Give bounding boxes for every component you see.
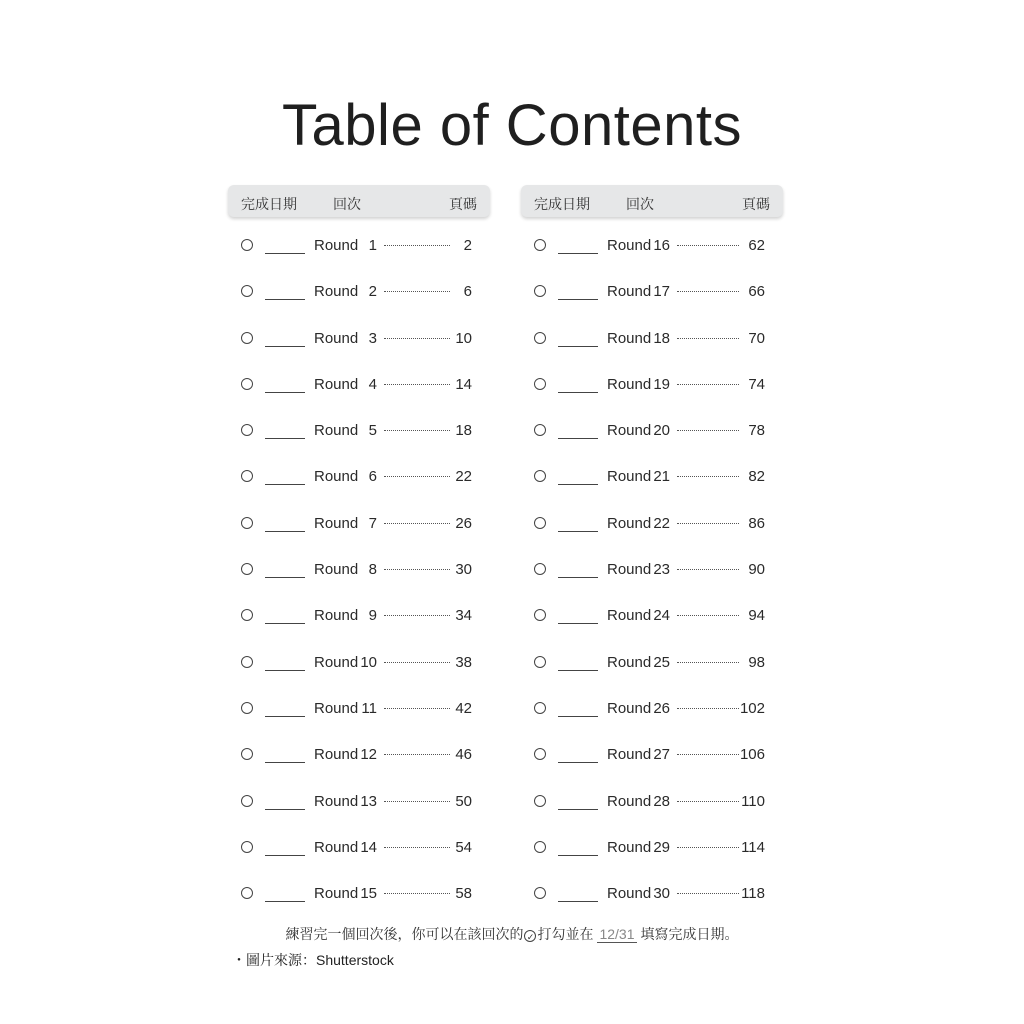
round-number: 21 <box>653 468 670 486</box>
page-number: 78 <box>748 422 765 440</box>
round-number: 3 <box>368 329 377 347</box>
toc-row <box>521 402 783 448</box>
instruction-part-3: 填寫完成日期。 <box>640 926 739 942</box>
toc-row <box>521 587 783 633</box>
round-number: 13 <box>360 792 377 810</box>
toc-row <box>521 495 783 541</box>
date-blank-line[interactable] <box>265 438 305 439</box>
round-label: Round <box>314 468 359 486</box>
round-label: Round <box>314 699 359 717</box>
header-round-label: 回次 <box>333 196 361 212</box>
date-blank-line[interactable] <box>558 855 598 856</box>
round-label: Round <box>607 375 652 393</box>
dotted-leader <box>384 754 450 755</box>
page-title: Table of Contents <box>282 93 742 158</box>
toc-row <box>228 495 490 541</box>
round-label: Round <box>314 375 359 393</box>
dotted-leader <box>677 893 739 894</box>
round-number: 20 <box>653 422 670 440</box>
header-date-label: 完成日期 <box>534 196 590 212</box>
round-number: 22 <box>653 514 670 532</box>
dotted-leader <box>384 893 450 894</box>
toc-rows-right <box>521 217 783 911</box>
page-number: 18 <box>455 422 472 440</box>
toc-row <box>521 773 783 819</box>
round-label: Round <box>314 653 359 671</box>
round-number: 17 <box>653 283 670 301</box>
round-number: 14 <box>360 838 377 856</box>
completion-checkbox[interactable] <box>534 332 546 344</box>
round-number: 5 <box>368 422 377 440</box>
toc-column-right <box>521 185 783 911</box>
toc-row <box>521 865 783 911</box>
toc-row <box>521 356 783 402</box>
dotted-leader <box>384 245 450 246</box>
toc-row <box>521 541 783 587</box>
header-page-label: 頁碼 <box>449 196 477 212</box>
round-label: Round <box>607 283 652 301</box>
toc-row <box>521 263 783 309</box>
dotted-leader <box>384 708 450 709</box>
page-number: 74 <box>748 375 765 393</box>
round-label: Round <box>314 514 359 532</box>
dotted-leader <box>677 291 739 292</box>
page-number: 14 <box>455 375 472 393</box>
dotted-leader <box>677 847 739 848</box>
round-number: 1 <box>368 237 377 254</box>
page-number: 34 <box>455 607 472 625</box>
round-label: Round <box>607 329 652 347</box>
toc-row <box>228 217 490 263</box>
toc-row <box>521 726 783 772</box>
header-round-label: 回次 <box>626 196 654 212</box>
dotted-leader <box>677 476 739 477</box>
round-label: Round <box>607 885 652 903</box>
page-number: 114 <box>741 838 765 856</box>
round-label: Round <box>607 792 652 810</box>
round-number: 30 <box>653 885 670 903</box>
toc-row <box>228 541 490 587</box>
completion-checkbox[interactable] <box>241 656 253 668</box>
round-label: Round <box>607 699 652 717</box>
dotted-leader <box>677 245 739 246</box>
toc-row <box>521 680 783 726</box>
round-number: 18 <box>653 329 670 347</box>
round-label: Round <box>607 561 652 579</box>
toc-row <box>228 819 490 865</box>
completion-checkbox[interactable] <box>241 470 253 482</box>
completion-checkbox[interactable] <box>534 748 546 760</box>
toc-row <box>228 587 490 633</box>
page-number: 6 <box>463 283 472 301</box>
round-number: 28 <box>653 792 670 810</box>
date-blank-line[interactable] <box>558 716 598 717</box>
date-blank-line[interactable] <box>265 809 305 810</box>
round-number: 2 <box>368 283 377 301</box>
date-blank-line[interactable] <box>558 901 598 902</box>
toc-row <box>228 726 490 772</box>
toc-row <box>228 773 490 819</box>
date-blank-line[interactable] <box>265 531 305 532</box>
dotted-leader <box>677 615 739 616</box>
dotted-leader <box>384 847 450 848</box>
dotted-leader <box>384 476 450 477</box>
date-blank-line[interactable] <box>265 762 305 763</box>
round-label: Round <box>607 514 652 532</box>
toc-row <box>228 865 490 911</box>
round-number: 15 <box>360 885 377 903</box>
round-label: Round <box>607 237 652 254</box>
page-number: 110 <box>741 792 765 810</box>
page-number: 70 <box>748 329 765 347</box>
dotted-leader <box>677 569 739 570</box>
round-label: Round <box>314 329 359 347</box>
round-number: 9 <box>368 607 377 625</box>
round-number: 19 <box>653 375 670 393</box>
date-blank-line[interactable] <box>558 623 598 624</box>
date-blank-line[interactable] <box>558 531 598 532</box>
dotted-leader <box>384 615 450 616</box>
instruction-part-1: 練習完一個回次後，你可以在該回次的 <box>285 926 524 942</box>
date-blank-line[interactable] <box>558 484 598 485</box>
toc-row <box>228 263 490 309</box>
date-blank-line[interactable] <box>558 438 598 439</box>
round-label: Round <box>314 607 359 625</box>
round-label: Round <box>607 607 652 625</box>
round-number: 25 <box>653 653 670 671</box>
page-number: 38 <box>455 653 472 671</box>
dotted-leader <box>677 523 739 524</box>
round-number: 27 <box>653 746 670 764</box>
round-number: 12 <box>360 746 377 764</box>
page-number: 46 <box>455 746 472 764</box>
date-blank-line[interactable] <box>558 392 598 393</box>
date-blank-line[interactable] <box>558 809 598 810</box>
dotted-leader <box>384 569 450 570</box>
dotted-leader <box>384 801 450 802</box>
completion-checkbox[interactable] <box>241 239 253 251</box>
page-number: 30 <box>455 561 472 579</box>
completion-checkbox[interactable] <box>241 748 253 760</box>
date-blank-line[interactable] <box>265 855 305 856</box>
page-number: 22 <box>455 468 472 486</box>
page-number: 50 <box>455 792 472 810</box>
page-number: 94 <box>748 607 765 625</box>
completion-checkbox[interactable] <box>534 887 546 899</box>
dotted-leader <box>384 662 450 663</box>
round-label: Round <box>607 838 652 856</box>
completion-checkbox[interactable] <box>241 285 253 297</box>
round-label: Round <box>314 283 359 301</box>
completion-checkbox[interactable] <box>241 795 253 807</box>
round-number: 29 <box>653 838 670 856</box>
round-label: Round <box>607 468 652 486</box>
completion-checkbox[interactable] <box>534 285 546 297</box>
completion-checkbox[interactable] <box>534 563 546 575</box>
completion-checkbox[interactable] <box>534 609 546 621</box>
date-blank-line[interactable] <box>265 577 305 578</box>
completion-checkbox[interactable] <box>241 609 253 621</box>
round-number: 8 <box>368 561 377 579</box>
toc-rows-left <box>228 217 490 911</box>
column-header <box>228 185 490 217</box>
toc-row <box>228 310 490 356</box>
toc-row <box>228 356 490 402</box>
checkmark-circle-icon: ✓ <box>524 930 536 942</box>
dotted-leader <box>384 291 450 292</box>
round-label: Round <box>607 422 652 440</box>
round-number: 7 <box>368 514 377 532</box>
completion-checkbox[interactable] <box>241 332 253 344</box>
page-number: 86 <box>748 514 765 532</box>
date-blank-line[interactable] <box>265 253 305 254</box>
date-blank-line[interactable] <box>265 299 305 300</box>
date-blank-line[interactable] <box>265 484 305 485</box>
completion-checkbox[interactable] <box>534 470 546 482</box>
dotted-leader <box>677 662 739 663</box>
round-number: 6 <box>368 468 377 486</box>
round-label: Round <box>314 838 359 856</box>
page-number: 10 <box>455 329 472 347</box>
toc-row <box>521 217 783 263</box>
dotted-leader <box>677 384 739 385</box>
date-blank-line[interactable] <box>265 716 305 717</box>
dotted-leader <box>677 708 739 709</box>
completion-checkbox[interactable] <box>534 702 546 714</box>
page-number: 58 <box>455 885 472 903</box>
page-number: 82 <box>748 468 765 486</box>
page-number: 90 <box>748 561 765 579</box>
dotted-leader <box>384 338 450 339</box>
round-number: 10 <box>360 653 377 671</box>
toc-row <box>521 634 783 680</box>
page-number: 118 <box>741 885 765 903</box>
round-label: Round <box>314 561 359 579</box>
date-blank-line[interactable] <box>265 670 305 671</box>
completion-checkbox[interactable] <box>534 517 546 529</box>
page-number: 98 <box>748 653 765 671</box>
completion-checkbox[interactable] <box>534 795 546 807</box>
toc-row <box>521 448 783 494</box>
column-header <box>521 185 783 217</box>
round-label: Round <box>314 885 359 903</box>
date-blank-line[interactable] <box>558 299 598 300</box>
completion-checkbox[interactable] <box>534 239 546 251</box>
date-example: 12/31 <box>599 926 635 942</box>
round-label: Round <box>314 746 359 764</box>
toc-row <box>228 402 490 448</box>
round-number: 23 <box>653 561 670 579</box>
header-page-label: 頁碼 <box>742 196 770 212</box>
dotted-leader <box>677 430 739 431</box>
dotted-leader <box>677 754 739 755</box>
toc-column-left <box>228 185 490 911</box>
toc-row <box>228 634 490 680</box>
round-number: 26 <box>653 699 670 717</box>
dotted-leader <box>384 430 450 431</box>
image-source-credit: ・圖片來源：Shutterstock <box>232 952 394 968</box>
completion-checkbox[interactable] <box>534 656 546 668</box>
page-number: 54 <box>455 838 472 856</box>
toc-row <box>521 819 783 865</box>
completion-checkbox[interactable] <box>241 517 253 529</box>
round-number: 11 <box>361 699 377 717</box>
completion-checkbox[interactable] <box>241 424 253 436</box>
date-blank-line[interactable] <box>558 762 598 763</box>
completion-checkbox[interactable] <box>534 841 546 853</box>
round-number: 24 <box>653 607 670 625</box>
page-number: 26 <box>455 514 472 532</box>
date-blank-line[interactable] <box>265 901 305 902</box>
round-label: Round <box>314 237 359 254</box>
round-number: 16 <box>653 237 670 254</box>
date-blank-line[interactable] <box>265 392 305 393</box>
date-blank-line[interactable] <box>265 346 305 347</box>
header-date-label: 完成日期 <box>241 196 297 212</box>
completion-checkbox[interactable] <box>241 841 253 853</box>
completion-checkbox[interactable] <box>241 563 253 575</box>
dotted-leader <box>677 801 739 802</box>
date-blank-line[interactable] <box>558 577 598 578</box>
dotted-leader <box>677 338 739 339</box>
round-label: Round <box>314 422 359 440</box>
page-number: 62 <box>748 237 765 254</box>
round-label: Round <box>314 792 359 810</box>
toc-row <box>228 680 490 726</box>
round-label: Round <box>607 746 652 764</box>
date-blank-line[interactable] <box>558 253 598 254</box>
dotted-leader <box>384 523 450 524</box>
completion-checkbox[interactable] <box>534 424 546 436</box>
round-label: Round <box>607 653 652 671</box>
toc-row <box>521 310 783 356</box>
page-number: 2 <box>463 237 472 254</box>
page-number: 106 <box>739 746 765 764</box>
instruction-text <box>0 924 1024 944</box>
dotted-leader <box>384 384 450 385</box>
completion-checkbox[interactable] <box>241 378 253 390</box>
round-number: 4 <box>368 375 377 393</box>
instruction-part-2: 打勾並在 <box>537 926 594 942</box>
completion-checkbox[interactable] <box>241 702 253 714</box>
completion-checkbox[interactable] <box>534 378 546 390</box>
date-blank-line[interactable] <box>558 670 598 671</box>
completion-checkbox[interactable] <box>241 887 253 899</box>
date-blank-line[interactable] <box>558 346 598 347</box>
page-number: 102 <box>739 699 765 717</box>
page-number: 66 <box>748 283 765 301</box>
toc-row <box>228 448 490 494</box>
date-blank-line[interactable] <box>265 623 305 624</box>
page-number: 42 <box>455 699 472 717</box>
